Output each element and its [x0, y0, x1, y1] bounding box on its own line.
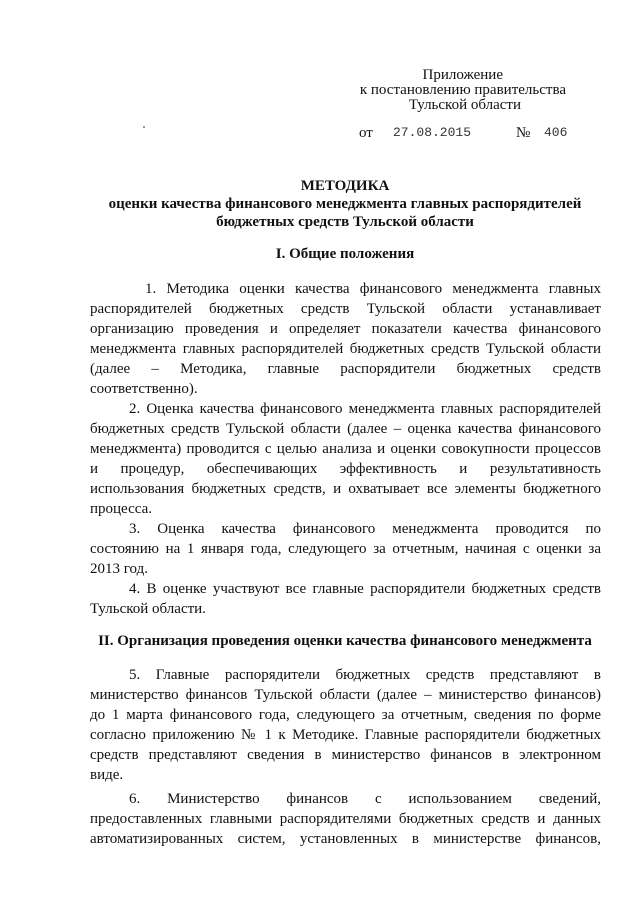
- date-prefix: от: [359, 125, 373, 141]
- paragraph-line: организацию проведения и определяет показатели качества финансового: [90, 321, 601, 337]
- paragraph-line: состоянию на 1 января года, следующего за отчетным, начиная с оценки за: [90, 541, 601, 557]
- paragraph-line: автоматизированных систем, установленных в министерстве финансов,: [90, 831, 601, 847]
- paragraph-line: предоставленных главными распорядителями бюджетных средств и данных: [90, 811, 601, 827]
- paragraph-line: Тульской области.: [90, 601, 206, 617]
- paragraph-line: виде.: [90, 767, 124, 783]
- paragraph-line: бюджетных средств Тульской области (далее – оценка качества финансового: [90, 421, 601, 437]
- appendix-region: Тульской области: [408, 97, 521, 113]
- paragraph-line: средств представляют сведения в министерство финансов в электронном: [90, 747, 601, 763]
- paragraph-line: 3. Оценка качества финансового менеджмента проводится по: [129, 521, 601, 537]
- number-value: 406: [544, 125, 568, 140]
- document-subtitle-line1: оценки качества финансового менеджмента главных распорядителей: [108, 196, 582, 212]
- paragraph-line: 2. Оценка качества финансового менеджмента главных распорядителей: [129, 401, 601, 417]
- number-prefix: №: [516, 125, 531, 141]
- date-value: 27.08.2015: [393, 125, 472, 140]
- document-subtitle-line2: бюджетных средств Тульской области: [216, 214, 474, 230]
- paragraph-line: 1. Методика оценки качества финансового менеджмента главных: [145, 281, 601, 297]
- paragraph-line: 4. В оценке участвуют все главные распорядители бюджетных средств: [129, 581, 601, 597]
- paragraph-line: 2013 год.: [90, 561, 148, 577]
- paragraph-line: процесса.: [90, 501, 152, 517]
- appendix-resolution: к постановлению правительства: [359, 82, 566, 98]
- paragraph-line: и процедур, обеспечивающих эффективность и результативность: [90, 461, 601, 477]
- paragraph-line: согласно приложению № 1 к Методике. Главные распорядители бюджетных: [90, 727, 601, 743]
- document-title: МЕТОДИКА: [300, 178, 390, 194]
- paragraph-line: министерство финансов Тульской области (далее – министерство финансов): [90, 687, 601, 703]
- paragraph-line: менеджмента главных распорядителей бюджетных средств Тульской области: [90, 341, 601, 357]
- paragraph-line: использования бюджетных средств, и охватывает все элементы бюджетного: [90, 481, 601, 497]
- paragraph-line: распорядителей бюджетных средств Тульской области устанавливает: [90, 301, 601, 317]
- paragraph-line: до 1 марта финансового года, следующего за отчетным, сведения по форме: [90, 707, 601, 723]
- paragraph-line: менеджмента) проводится с целью анализа и оценки совокупности процессов: [90, 441, 601, 457]
- scan-speck: [143, 126, 145, 128]
- paragraph-line: 6. Министерство финансов с использованием сведений,: [129, 791, 601, 807]
- section2-heading: II. Организация проведения оценки качества финансового менеджмента: [98, 633, 592, 649]
- paragraph-line: 5. Главные распорядители бюджетных средств представляют в: [129, 667, 601, 683]
- section1-heading: I. Общие положения: [275, 246, 415, 262]
- paragraph-line: соответственно).: [90, 381, 198, 397]
- paragraph-line: (далее – Методика, главные распорядители бюджетных средств: [90, 361, 601, 377]
- appendix-label: Приложение: [422, 67, 503, 83]
